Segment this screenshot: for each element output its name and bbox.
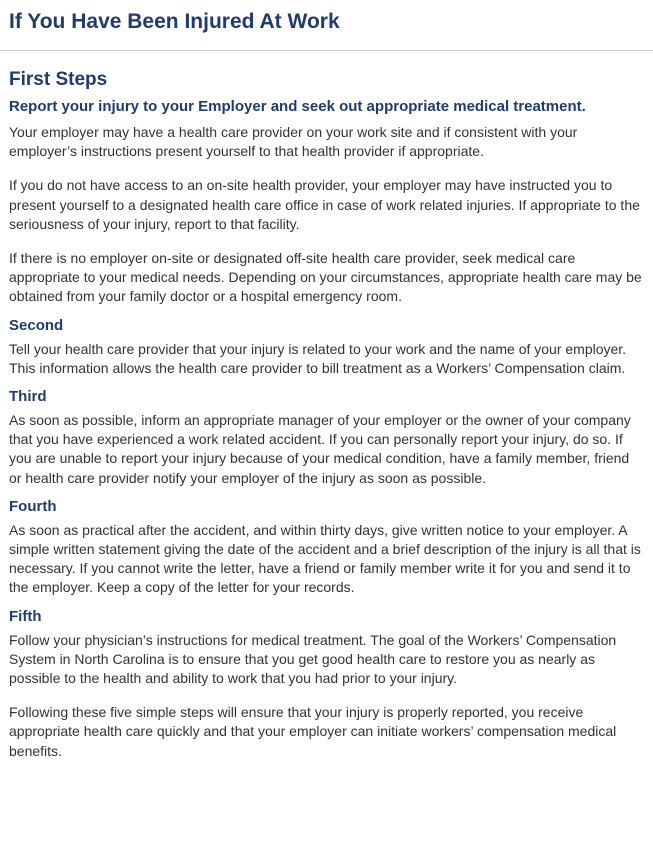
main-content xyxy=(0,51,653,761)
section-title-first-steps: First Steps xyxy=(9,69,108,90)
section-fourth xyxy=(9,497,645,598)
step-paragraph: Follow your physician’s instructions for medical treatment. The goal of the Workers’ Compensation System in North Carolina is to ensure that you get good health care to restore you as nearly as possible to the health and ability to work that you had prior to your injury. xyxy=(9,631,617,687)
step-paragraph: Tell your health care provider that your injury is related to your work and the name of your employer. This information allows the health care provider to bill treatment as a Workers’ Compensation claim. xyxy=(9,340,627,376)
step-title-fifth: Fifth xyxy=(9,607,42,625)
section-second xyxy=(9,316,645,378)
first-steps-paragraph: If you do not have access to an on-site health provider, your employer may have instructed you to present yourself to a designated health care office in case of work related injuries. If appropriate to the seriousness of your injury, report to that facility. xyxy=(9,177,640,232)
section-first-steps xyxy=(9,68,645,307)
section-third xyxy=(9,387,645,488)
step-title-third: Third xyxy=(9,388,47,406)
section-fifth xyxy=(9,607,645,761)
page-header xyxy=(0,0,653,51)
first-steps-paragraph: If there is no employer on-site or designated off-site health care provider, seek medical care appropriate to your medical needs. Depending on your circumstances, appropriate health care may be obtained from your family doctor or a hospital emergency room. xyxy=(9,250,642,305)
step-paragraph: As soon as possible, inform an appropriate manager of your employer or the owner of your company that you have experienced a work related accident. If you can personally report your injury, do so. If you are unable to report your injury because of your medical condition, have a family member, friend or health care provider notify your employer of the injury as soon as possible. xyxy=(9,412,631,486)
step-title-fourth: Fourth xyxy=(9,497,57,515)
page-title: If You Have Been Injured At Work xyxy=(9,10,340,33)
step-paragraph: As soon as practical after the accident, and within thirty days, give written notice to your employer. A simple written statement giving the date of the accident and a brief description of the injury is all that is necessary. If you cannot write the letter, have a friend or family member write it for you and send it to the employer. Keep a copy of the letter for your records. xyxy=(9,521,641,596)
first-steps-lead: Report your injury to your Employer and seek out appropriate medical treatment. xyxy=(9,98,586,115)
first-steps-paragraph: Your employer may have a health care provider on your work site and if consistent with your employer’s instructions present yourself to that health provider if appropriate. xyxy=(9,124,578,160)
step-title-second: Second xyxy=(9,316,64,334)
closing-paragraph: Following these five simple steps will ensure that your injury is properly reported, you receive appropriate health care quickly and that your employer can initiate workers’ compensation medical benefits. xyxy=(9,704,617,759)
